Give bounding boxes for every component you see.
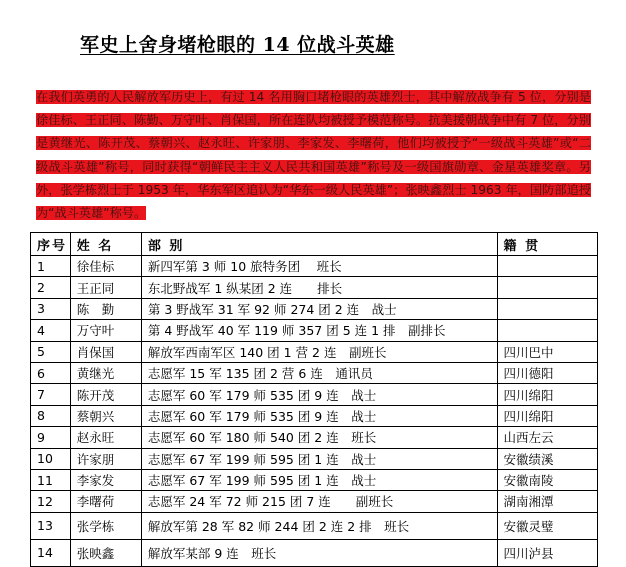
cell-name: 万守叶 [70,320,141,341]
heroes-table [30,232,598,567]
table-row [31,256,598,277]
cell-home [497,277,597,298]
intro-paragraph [36,86,591,225]
cell-unit: 志愿军 67 军 199 师 595 团 1 连 战士 [141,469,497,490]
cell-home: 湖南湘潭 [497,491,597,512]
cell-unit: 解放军西南军区 140 团 1 营 2 连 副班长 [141,341,497,362]
cell-no: 4 [31,320,71,341]
cell-unit: 解放军某部 9 连 班长 [141,539,497,566]
cell-home: 四川绵阳 [497,405,597,426]
cell-home: 四川巴中 [497,341,597,362]
cell-unit: 志愿军 60 军 179 师 535 团 9 连 战士 [141,405,497,426]
cell-no: 12 [31,491,71,512]
table-row [31,405,598,426]
cell-no: 8 [31,405,71,426]
cell-name: 肖保国 [70,341,141,362]
cell-home: 四川德阳 [497,362,597,383]
cell-name: 李曙荷 [70,491,141,512]
cell-name: 陈开茂 [70,384,141,405]
table-row [31,277,598,298]
cell-unit: 东北野战军 1 纵某团 2 连 排长 [141,277,497,298]
cell-home [497,320,597,341]
cell-home [497,256,597,277]
cell-home: 山西左云 [497,427,597,448]
cell-no: 2 [31,277,71,298]
header-name: 姓 名 [70,233,141,256]
table-row [31,362,598,383]
table-row [31,427,598,448]
cell-unit: 第 4 野战军 40 军 119 师 357 团 5 连 1 排 副排长 [141,320,497,341]
header-home: 籍 贯 [497,233,597,256]
cell-unit: 志愿军 60 军 180 师 540 团 2 连 班长 [141,427,497,448]
page-title: 军史上舍身堵枪眼的 14 位战斗英雄 [80,34,395,56]
table-row [31,320,598,341]
cell-no: 1 [31,256,71,277]
table-row [31,491,598,512]
cell-no: 11 [31,469,71,490]
cell-home [497,298,597,319]
cell-home: 安徽灵璧 [497,512,597,539]
table-row [31,469,598,490]
cell-name: 张学栋 [70,512,141,539]
cell-name: 蔡朝兴 [70,405,141,426]
cell-no: 13 [31,512,71,539]
cell-no: 6 [31,362,71,383]
cell-name: 赵永旺 [70,427,141,448]
cell-unit: 志愿军 67 军 199 师 595 团 1 连 战士 [141,448,497,469]
table-header-row [31,233,598,256]
cell-name: 许家朋 [70,448,141,469]
table-row [31,512,598,539]
cell-no: 14 [31,539,71,566]
cell-no: 7 [31,384,71,405]
cell-no: 9 [31,427,71,448]
cell-name: 李家发 [70,469,141,490]
cell-name: 徐佳标 [70,256,141,277]
cell-unit: 志愿军 15 军 135 团 2 营 6 连 通讯员 [141,362,497,383]
table-row [31,341,598,362]
cell-no: 5 [31,341,71,362]
cell-home: 四川泸县 [497,539,597,566]
cell-name: 陈 勤 [70,298,141,319]
cell-name: 张映鑫 [70,539,141,566]
table-row [31,298,598,319]
table-row [31,539,598,566]
header-no: 序号 [31,233,71,256]
cell-no: 3 [31,298,71,319]
cell-name: 王正同 [70,277,141,298]
highlighted-intro-text: 在我们英勇的人民解放军历史上，有过 14 名用胸口堵枪眼的英雄烈士，其中解放战争有 5 位，分别是徐佳标、王正同、陈勤、万守叶、肖保国，所在连队均被授予模范称号。抗美援朝战争中有 7 位，分别是黄继光、陈开茂、蔡朝兴、赵永旺、许家朋、李家发、李曙荷，他们均被授予“一级战斗英雄”或“二级战斗英雄”称号，同时获得“朝鲜民主主义人民共和国英雄”称号及一级国旗勋章、金星英雄奖章。另外，张学栋烈士于 1953 年，华东军区追认为“华东一级人民英雄”；张映鑫烈士 1963 年，国防部追授为“战斗英雄”称号。 [36,90,591,221]
cell-unit: 志愿军 60 军 179 师 535 团 9 连 战士 [141,384,497,405]
cell-home: 安徽绩溪 [497,448,597,469]
header-unit: 部 别 [141,233,497,256]
cell-unit: 解放军第 28 军 82 师 244 团 2 连 2 排 班长 [141,512,497,539]
cell-no: 10 [31,448,71,469]
cell-home: 四川绵阳 [497,384,597,405]
cell-unit: 志愿军 24 军 72 师 215 团 7 连 副班长 [141,491,497,512]
cell-name: 黄继光 [70,362,141,383]
cell-unit: 新四军第 3 师 10 旅特务团 班长 [141,256,497,277]
table-row [31,448,598,469]
cell-home: 安徽南陵 [497,469,597,490]
table-row [31,384,598,405]
cell-unit: 第 3 野战军 31 军 92 师 274 团 2 连 战士 [141,298,497,319]
